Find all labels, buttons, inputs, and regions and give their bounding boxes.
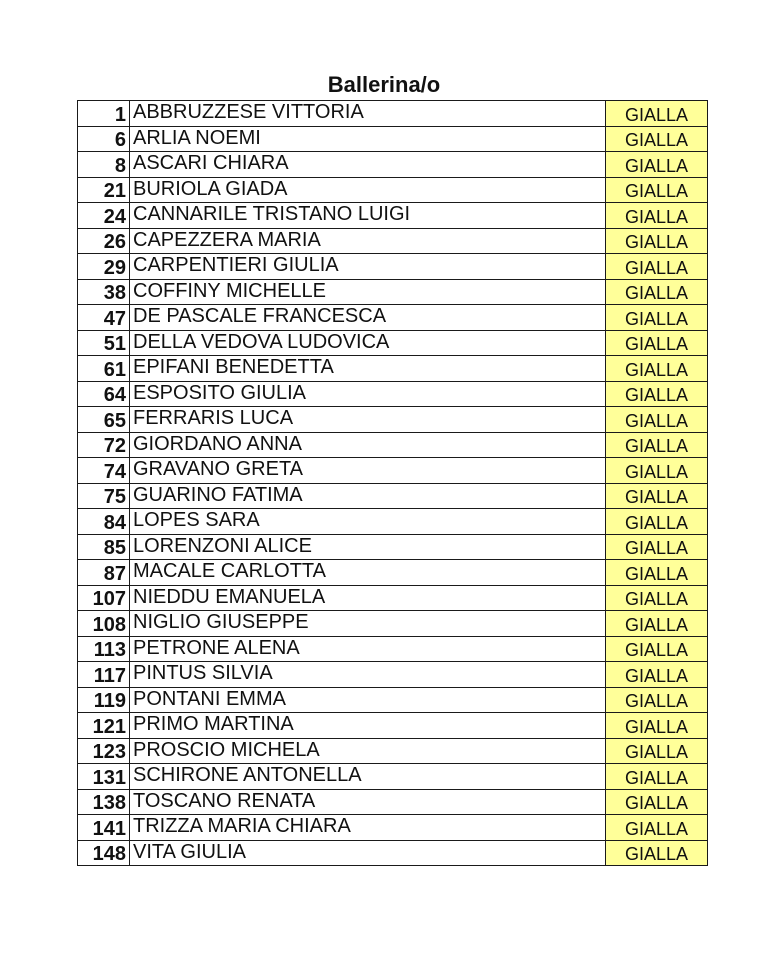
row-number: 131	[78, 764, 130, 790]
row-tag: GIALLA	[606, 432, 708, 458]
row-number: 121	[78, 713, 130, 739]
row-name: EPIFANI BENEDETTA	[130, 356, 606, 382]
row-number: 65	[78, 407, 130, 433]
table-row	[78, 611, 708, 637]
row-number: 6	[78, 126, 130, 152]
row-name: PONTANI EMMA	[130, 687, 606, 713]
row-name: ABBRUZZESE VITTORIA	[130, 101, 606, 127]
row-name: MACALE CARLOTTA	[130, 560, 606, 586]
row-tag: GIALLA	[606, 228, 708, 254]
row-name: CARPENTIERI GIULIA	[130, 254, 606, 280]
row-name: GRAVANO GRETA	[130, 458, 606, 484]
row-number: 47	[78, 305, 130, 331]
row-number: 75	[78, 483, 130, 509]
row-name: DELLA VEDOVA LUDOVICA	[130, 330, 606, 356]
row-tag: GIALLA	[606, 407, 708, 433]
row-name: TRIZZA MARIA CHIARA	[130, 815, 606, 841]
row-number: 119	[78, 687, 130, 713]
row-tag: GIALLA	[606, 585, 708, 611]
row-name: GIORDANO ANNA	[130, 432, 606, 458]
row-number: 141	[78, 815, 130, 841]
row-number: 21	[78, 177, 130, 203]
page-title: Ballerina/o	[327, 72, 441, 97]
row-name: CAPEZZERA MARIA	[130, 228, 606, 254]
table-row	[78, 177, 708, 203]
row-tag: GIALLA	[606, 356, 708, 382]
table-row	[78, 101, 708, 127]
row-tag: GIALLA	[606, 483, 708, 509]
row-number: 29	[78, 254, 130, 280]
row-tag: GIALLA	[606, 764, 708, 790]
row-number: 1	[78, 101, 130, 127]
row-tag: GIALLA	[606, 509, 708, 535]
row-name: PROSCIO MICHELA	[130, 738, 606, 764]
table-row	[78, 840, 708, 866]
row-number: 8	[78, 152, 130, 178]
table-row	[78, 738, 708, 764]
row-number: 113	[78, 636, 130, 662]
row-name: ARLIA NOEMI	[130, 126, 606, 152]
row-name: DE PASCALE FRANCESCA	[130, 305, 606, 331]
row-name: PRIMO MARTINA	[130, 713, 606, 739]
row-tag: GIALLA	[606, 687, 708, 713]
table-row	[78, 764, 708, 790]
row-tag: GIALLA	[606, 636, 708, 662]
row-name: PETRONE ALENA	[130, 636, 606, 662]
row-name: GUARINO FATIMA	[130, 483, 606, 509]
row-name: LOPES SARA	[130, 509, 606, 535]
row-number: 26	[78, 228, 130, 254]
row-tag: GIALLA	[606, 177, 708, 203]
row-tag: GIALLA	[606, 152, 708, 178]
table-row	[78, 560, 708, 586]
row-name: BURIOLA GIADA	[130, 177, 606, 203]
table-row	[78, 789, 708, 815]
row-tag: GIALLA	[606, 381, 708, 407]
table-row	[78, 509, 708, 535]
row-name: COFFINY MICHELLE	[130, 279, 606, 305]
table-row	[78, 254, 708, 280]
row-tag: GIALLA	[606, 305, 708, 331]
table-row	[78, 126, 708, 152]
row-number: 84	[78, 509, 130, 535]
row-tag: GIALLA	[606, 101, 708, 127]
row-number: 38	[78, 279, 130, 305]
row-name: ASCARI CHIARA	[130, 152, 606, 178]
row-tag: GIALLA	[606, 560, 708, 586]
row-number: 24	[78, 203, 130, 229]
row-tag: GIALLA	[606, 203, 708, 229]
table-row	[78, 228, 708, 254]
row-number: 61	[78, 356, 130, 382]
table-row	[78, 152, 708, 178]
row-number: 85	[78, 534, 130, 560]
table-row	[78, 356, 708, 382]
row-name: VITA GIULIA	[130, 840, 606, 866]
row-number: 64	[78, 381, 130, 407]
row-number: 107	[78, 585, 130, 611]
row-tag: GIALLA	[606, 789, 708, 815]
row-tag: GIALLA	[606, 458, 708, 484]
table-row	[78, 279, 708, 305]
row-name: PINTUS SILVIA	[130, 662, 606, 688]
row-name: FERRARIS LUCA	[130, 407, 606, 433]
row-tag: GIALLA	[606, 662, 708, 688]
row-number: 123	[78, 738, 130, 764]
table-row	[78, 203, 708, 229]
row-number: 108	[78, 611, 130, 637]
table-row	[78, 636, 708, 662]
row-tag: GIALLA	[606, 279, 708, 305]
table-row	[78, 713, 708, 739]
row-tag: GIALLA	[606, 330, 708, 356]
row-tag: GIALLA	[606, 254, 708, 280]
table-row	[78, 330, 708, 356]
table-row	[78, 407, 708, 433]
row-tag: GIALLA	[606, 738, 708, 764]
row-name: SCHIRONE ANTONELLA	[130, 764, 606, 790]
table-row	[78, 662, 708, 688]
row-tag: GIALLA	[606, 840, 708, 866]
row-name: TOSCANO RENATA	[130, 789, 606, 815]
row-name: NIGLIO GIUSEPPE	[130, 611, 606, 637]
participant-table	[77, 100, 708, 866]
table-row	[78, 687, 708, 713]
row-number: 87	[78, 560, 130, 586]
table-row	[78, 381, 708, 407]
row-tag: GIALLA	[606, 534, 708, 560]
row-tag: GIALLA	[606, 815, 708, 841]
table-row	[78, 432, 708, 458]
row-number: 138	[78, 789, 130, 815]
table-row	[78, 815, 708, 841]
participant-table-body	[78, 101, 708, 866]
table-row	[78, 534, 708, 560]
row-number: 72	[78, 432, 130, 458]
row-number: 74	[78, 458, 130, 484]
row-name: LORENZONI ALICE	[130, 534, 606, 560]
row-tag: GIALLA	[606, 611, 708, 637]
row-number: 117	[78, 662, 130, 688]
table-row	[78, 458, 708, 484]
row-number: 148	[78, 840, 130, 866]
row-number: 51	[78, 330, 130, 356]
row-name: NIEDDU EMANUELA	[130, 585, 606, 611]
table-row	[78, 585, 708, 611]
table-row	[78, 483, 708, 509]
table-row	[78, 305, 708, 331]
row-tag: GIALLA	[606, 126, 708, 152]
row-tag: GIALLA	[606, 713, 708, 739]
row-name: CANNARILE TRISTANO LUIGI	[130, 203, 606, 229]
row-name: ESPOSITO GIULIA	[130, 381, 606, 407]
